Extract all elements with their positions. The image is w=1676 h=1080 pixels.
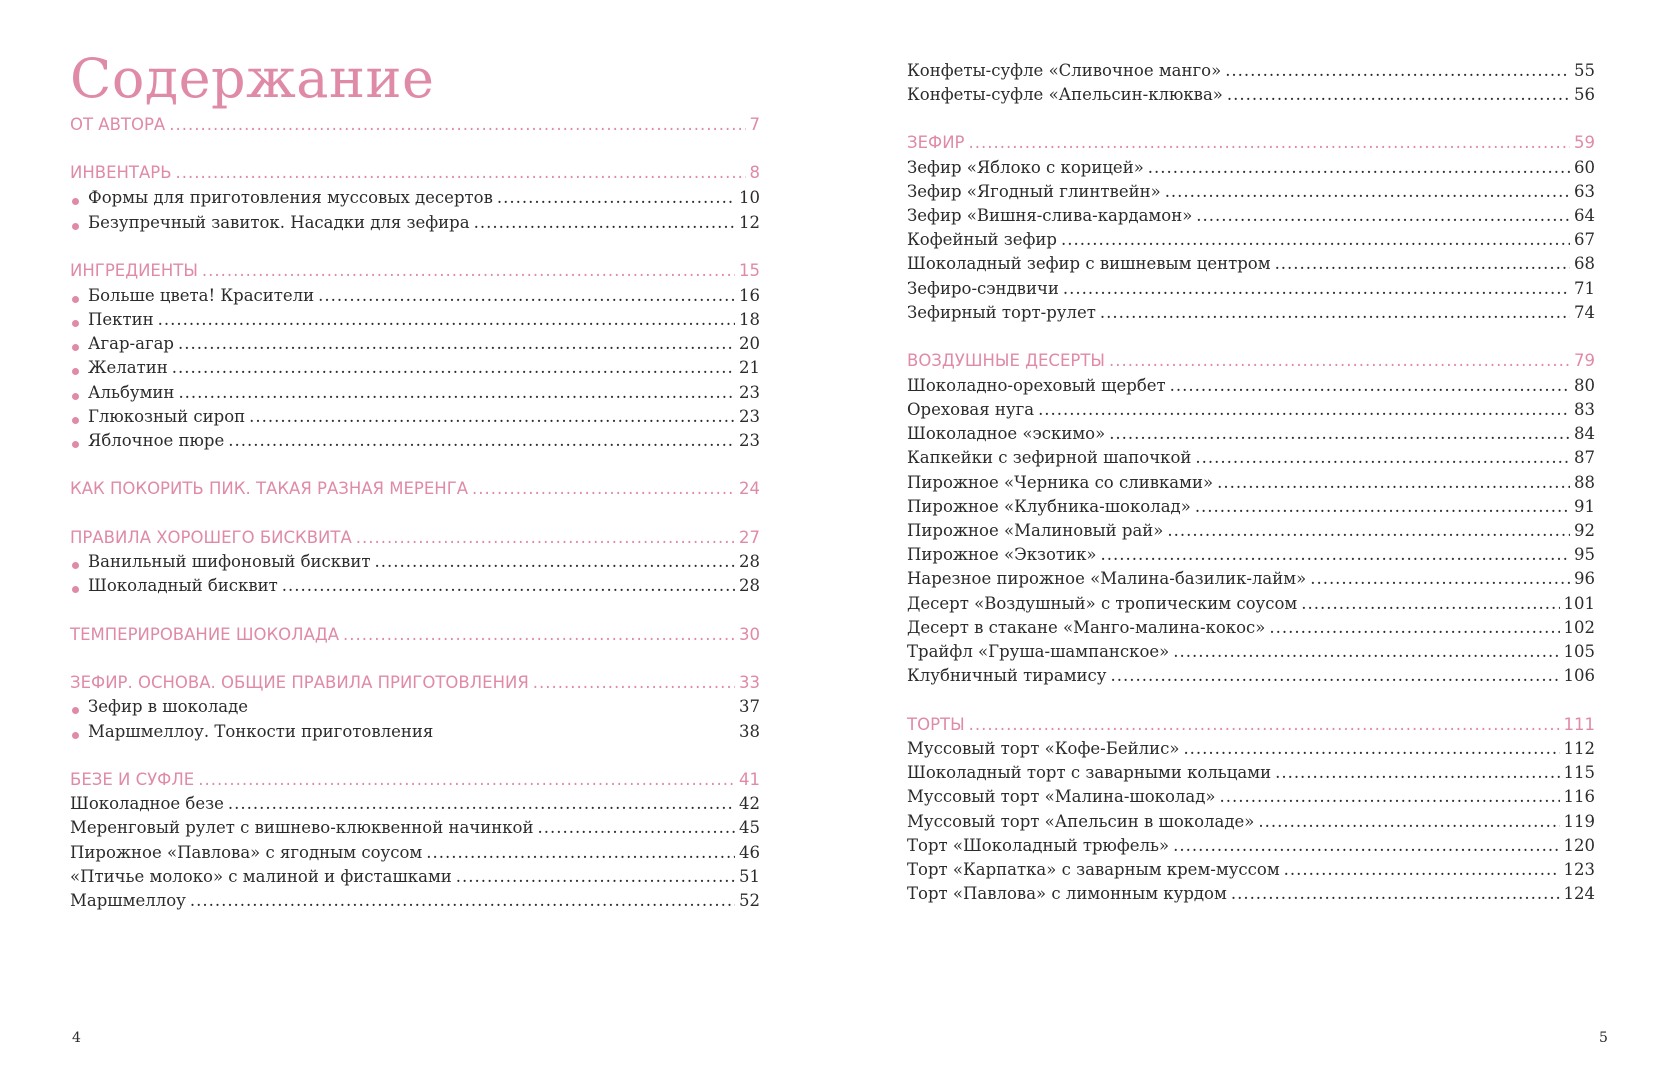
toc-entry-page-number: 102 (1563, 618, 1595, 637)
toc-entry-page-number: 28 (739, 576, 760, 595)
toc-entry-label: Десерт в стакане «Манго-малина-кокос» (907, 618, 1266, 637)
left-page (70, 0, 760, 1080)
toc-entry-page-number: 84 (1574, 424, 1595, 443)
dot-leader (1217, 473, 1570, 492)
toc-entry[interactable] (70, 891, 760, 917)
toc-entry[interactable] (70, 188, 760, 214)
dot-leader (1183, 739, 1559, 758)
toc-entry[interactable] (907, 739, 1595, 765)
toc-entry-page-number: 24 (739, 479, 760, 498)
toc-entry-page-number: 20 (739, 334, 760, 353)
toc-entry-page-number: 119 (1563, 812, 1595, 831)
toc-entry[interactable] (907, 860, 1595, 886)
dot-leader (190, 891, 735, 910)
toc-entry-label: ЗЕФИР. ОСНОВА. ОБЩИЕ ПРАВИЛА ПРИГОТОВЛЕНИЯ (70, 673, 529, 692)
toc-entry-label: ПРАВИЛА ХОРОШЕГО БИСКВИТА (70, 528, 352, 547)
toc-entry-label: Муссовый торт «Кофе-Бейлис» (907, 739, 1180, 758)
toc-entry-label: Конфеты-суфле «Апельсин-клюква» (907, 85, 1223, 104)
dot-leader (533, 673, 735, 692)
toc-entry[interactable] (907, 812, 1595, 838)
toc-entry-label: Трайфл «Груша-шампанское» (907, 642, 1170, 661)
toc-entry[interactable] (907, 642, 1595, 668)
dot-leader (1269, 618, 1559, 637)
toc-entry-page-number: 112 (1563, 739, 1595, 758)
toc-entry-label: Зефиро-сэндвичи (907, 279, 1059, 298)
dot-leader (1231, 884, 1560, 903)
toc-entry-page-number: 27 (739, 528, 760, 547)
dot-leader (426, 843, 735, 862)
toc-entry-page-number: 116 (1563, 787, 1595, 806)
dot-leader (1275, 254, 1570, 273)
toc-entry-label: Зефир в шоколаде (88, 697, 249, 716)
toc-entry-label: Яблочное пюре (88, 431, 225, 450)
toc-entry-page-number: 7 (749, 115, 760, 134)
dot-leader (1284, 860, 1560, 879)
toc-section-heading[interactable] (70, 163, 760, 189)
toc-entry-label: ЗЕФИР (907, 133, 965, 152)
toc-entry[interactable] (907, 424, 1595, 450)
dot-leader (1275, 763, 1559, 782)
toc-entry-page-number: 80 (1574, 376, 1595, 395)
toc-entry[interactable] (907, 763, 1595, 789)
toc-entry-label: Пирожное «Клубника-шоколад» (907, 497, 1191, 516)
toc-entry[interactable] (70, 334, 760, 360)
toc-entry-label: Торт «Павлова» с лимонным курдом (907, 884, 1227, 903)
toc-entry-page-number: 71 (1574, 279, 1595, 298)
toc-entry-label: ТОРТЫ (907, 715, 965, 734)
toc-entry-label: Ванильный шифоновый бисквит (88, 552, 371, 571)
dot-leader (1063, 279, 1570, 298)
dot-leader (1109, 351, 1570, 370)
toc-entry-page-number: 105 (1563, 642, 1595, 661)
dot-leader (1101, 545, 1570, 564)
toc-entry[interactable] (907, 85, 1595, 111)
toc-entry-page-number: 51 (739, 867, 760, 886)
toc-entry-page-number: 88 (1574, 473, 1595, 492)
toc-entry[interactable] (907, 569, 1595, 595)
toc-entry-label: Пирожное «Павлова» с ягодным соусом (70, 843, 423, 862)
toc-entry[interactable] (907, 206, 1595, 232)
toc-entry-label: Формы для приготовления муссовых десертов (88, 188, 493, 207)
toc-entry-label: Пирожное «Малиновый рай» (907, 521, 1164, 540)
toc-entry[interactable] (907, 182, 1595, 208)
dot-leader (1170, 376, 1570, 395)
toc-entry-label: Пирожное «Черника со сливками» (907, 473, 1214, 492)
toc-section-heading[interactable] (70, 528, 760, 554)
toc-entry-page-number: 23 (739, 431, 760, 450)
toc-entry-label: Маршмеллоу. Тонкости приготовления (88, 722, 434, 741)
toc-entry-label: ИНВЕНТАРЬ (70, 163, 172, 182)
toc-entry-page-number: 96 (1574, 569, 1595, 588)
toc-entry[interactable] (907, 884, 1595, 910)
page-title: Содержание (70, 47, 435, 110)
dot-leader (356, 528, 735, 547)
toc-entry-page-number: 74 (1574, 303, 1595, 322)
dot-leader (497, 188, 735, 207)
toc-entry-page-number: 12 (739, 213, 760, 232)
toc-entry-label: Пектин (88, 310, 154, 329)
toc-entry-page-number: 33 (739, 673, 760, 692)
toc-entry-page-number: 42 (739, 794, 760, 813)
dot-leader (374, 552, 735, 571)
toc-entry-page-number: 101 (1563, 594, 1595, 613)
dot-leader (198, 770, 735, 789)
toc-entry-page-number: 68 (1574, 254, 1595, 273)
page-number-left: 4 (72, 1030, 81, 1046)
toc-entry[interactable] (907, 594, 1595, 620)
toc-entry-label: Десерт «Воздушный» с тропическим соусом (907, 594, 1298, 613)
dot-leader (228, 794, 735, 813)
toc-entry[interactable] (907, 545, 1595, 571)
dot-leader (969, 133, 1570, 152)
toc-entry-page-number: 92 (1574, 521, 1595, 540)
toc-entry-label: Глюкозный сироп (88, 407, 246, 426)
toc-entry[interactable] (70, 286, 760, 312)
toc-entry-label: Зефирный торт-рулет (907, 303, 1096, 322)
toc-entry-page-number: 115 (1563, 763, 1595, 782)
toc-entry[interactable] (907, 787, 1595, 813)
toc-section-heading[interactable] (907, 715, 1595, 741)
dot-leader (1038, 400, 1570, 419)
toc-entry-label: Агар-агар (88, 334, 174, 353)
toc-entry[interactable] (907, 254, 1595, 280)
toc-entry[interactable] (907, 497, 1595, 523)
toc-section-heading[interactable] (70, 261, 760, 287)
toc-entry[interactable] (70, 213, 760, 239)
toc-entry-page-number: 41 (739, 770, 760, 789)
toc-entry[interactable] (907, 376, 1595, 402)
toc-entry-label: Меренговый рулет с вишнево-клюквенной начинкой (70, 818, 534, 837)
toc-entry-label: Шоколадно-ореховый щербет (907, 376, 1166, 395)
toc-entry-page-number: 18 (739, 310, 760, 329)
toc-entry-page-number: 38 (739, 722, 760, 741)
dot-leader (1167, 521, 1570, 540)
toc-entry-page-number: 83 (1574, 400, 1595, 419)
toc-entry-label: Желатин (88, 358, 168, 377)
toc-entry-page-number: 10 (739, 188, 760, 207)
toc-entry-label: Шоколадный торт с заварными кольцами (907, 763, 1272, 782)
right-page (907, 0, 1595, 1080)
dot-leader (202, 261, 735, 280)
toc-entry[interactable] (907, 836, 1595, 862)
toc-entry-page-number: 28 (739, 552, 760, 571)
toc-entry-label: Маршмеллоу (70, 891, 186, 910)
dot-leader (1100, 303, 1570, 322)
toc-entry[interactable] (907, 61, 1595, 87)
toc-section-heading[interactable] (907, 351, 1595, 377)
toc-entry-label: Зефир «Вишня-слива-кардамон» (907, 206, 1193, 225)
toc-entry[interactable] (70, 794, 760, 820)
dot-leader (1173, 642, 1559, 661)
toc-entry[interactable] (70, 431, 760, 457)
toc-entry-label: ТЕМПЕРИРОВАНИЕ ШОКОЛАДА (70, 625, 340, 644)
toc-entry[interactable] (907, 158, 1595, 184)
toc-entry-label: Шоколадное безе (70, 794, 224, 813)
toc-entry-label: Кофейный зефир (907, 230, 1057, 249)
toc-entry-page-number: 21 (739, 358, 760, 377)
toc-entry-label: Муссовый торт «Малина-шоколад» (907, 787, 1216, 806)
toc-entry[interactable] (907, 521, 1595, 547)
toc-entry-label: Ореховая нуга (907, 400, 1035, 419)
toc-entry-label: БЕЗЕ И СУФЛЕ (70, 770, 195, 789)
toc-entry[interactable] (907, 303, 1595, 329)
toc-entry-page-number: 67 (1574, 230, 1595, 249)
dot-leader (318, 286, 735, 305)
toc-entry[interactable] (70, 722, 760, 748)
toc-entry-label: «Птичье молоко» с малиной и фисташками (70, 867, 452, 886)
toc-entry-page-number: 37 (739, 697, 760, 716)
toc-entry-label: Зефир «Яблоко с корицей» (907, 158, 1144, 177)
toc-entry-label: Шоколадный зефир с вишневым центром (907, 254, 1271, 273)
toc-entry-page-number: 59 (1574, 133, 1595, 152)
toc-entry-page-number: 30 (739, 625, 760, 644)
toc-entry[interactable] (70, 358, 760, 384)
toc-entry-label: Шоколадное «эскимо» (907, 424, 1106, 443)
toc-entry[interactable] (70, 867, 760, 893)
toc-entry-label: Пирожное «Экзотик» (907, 545, 1097, 564)
toc-entry[interactable] (907, 618, 1595, 644)
toc-entry-page-number: 124 (1563, 884, 1595, 903)
dot-leader (1148, 158, 1570, 177)
toc-entry-label: Конфеты-суфле «Сливочное манго» (907, 61, 1222, 80)
toc-entry-page-number: 87 (1574, 448, 1595, 467)
toc-entry-page-number: 64 (1574, 206, 1595, 225)
toc-entry-label: ИНГРЕДИЕНТЫ (70, 261, 198, 280)
toc-entry-page-number: 123 (1563, 860, 1595, 879)
dot-leader (969, 715, 1560, 734)
toc-entry-page-number: 46 (739, 843, 760, 862)
dot-leader (1227, 85, 1570, 104)
dot-leader (456, 867, 735, 886)
toc-entry-page-number: 91 (1574, 497, 1595, 516)
toc-entry-page-number: 120 (1563, 836, 1595, 855)
toc-entry-page-number: 23 (739, 383, 760, 402)
dot-leader (1165, 182, 1570, 201)
toc-entry[interactable] (70, 697, 760, 723)
toc-entry[interactable] (907, 666, 1595, 692)
toc-entry[interactable] (907, 473, 1595, 499)
toc-entry[interactable] (70, 552, 760, 578)
toc-section-heading[interactable] (70, 625, 760, 651)
toc-entry-label: Капкейки с зефирной шапочкой (907, 448, 1192, 467)
toc-entry-page-number: 106 (1563, 666, 1595, 685)
dot-leader (178, 334, 735, 353)
dot-leader (1196, 206, 1570, 225)
toc-entry-label: Клубничный тирамису (907, 666, 1107, 685)
dot-leader (172, 358, 735, 377)
toc-entry[interactable] (70, 383, 760, 409)
toc-entry-page-number: 95 (1574, 545, 1595, 564)
toc-entry-page-number: 55 (1574, 61, 1595, 80)
dot-leader (472, 479, 735, 498)
dot-leader (537, 818, 735, 837)
dot-leader (343, 625, 735, 644)
toc-entry-label: ОТ АВТОРА (70, 115, 166, 134)
toc-entry[interactable] (907, 230, 1595, 256)
dot-leader (282, 576, 735, 595)
toc-entry-page-number: 8 (749, 163, 760, 182)
dot-leader (1109, 424, 1570, 443)
dot-leader (1225, 61, 1570, 80)
toc-entry-label: Зефир «Ягодный глинтвейн» (907, 182, 1161, 201)
toc-entry-page-number: 111 (1563, 715, 1595, 734)
dot-leader (176, 163, 746, 182)
toc-entry-label: Шоколадный бисквит (88, 576, 278, 595)
toc-entry-page-number: 52 (739, 891, 760, 910)
dot-leader (1173, 836, 1559, 855)
dot-leader (1195, 497, 1570, 516)
dot-leader (1258, 812, 1559, 831)
toc-entry[interactable] (70, 843, 760, 869)
dot-leader (158, 310, 735, 329)
dot-leader (1061, 230, 1570, 249)
toc-entry-page-number: 79 (1574, 351, 1595, 370)
toc-entry-label: Больше цвета! Красители (88, 286, 315, 305)
toc-entry-label: Торт «Карпатка» с заварным крем-муссом (907, 860, 1280, 879)
toc-entry-label: Безупречный завиток. Насадки для зефира (88, 213, 470, 232)
toc-section-heading[interactable] (70, 115, 760, 141)
toc-entry-label: Муссовый торт «Апельсин в шоколаде» (907, 812, 1255, 831)
toc-entry-label: КАК ПОКОРИТЬ ПИК. ТАКАЯ РАЗНАЯ МЕРЕНГА (70, 479, 469, 498)
toc-entry-page-number: 45 (739, 818, 760, 837)
toc-entry-label: Торт «Шоколадный трюфель» (907, 836, 1170, 855)
dot-leader (474, 213, 735, 232)
toc-entry-label: ВОЗДУШНЫЕ ДЕСЕРТЫ (907, 351, 1105, 370)
toc-entry[interactable] (907, 400, 1595, 426)
dot-leader (169, 115, 745, 134)
toc-entry[interactable] (70, 576, 760, 602)
dot-leader (228, 431, 735, 450)
toc-entry[interactable] (70, 818, 760, 844)
toc-entry-page-number: 16 (739, 286, 760, 305)
page-number-right: 5 (1599, 1030, 1608, 1046)
toc-entry-page-number: 56 (1574, 85, 1595, 104)
dot-leader (1301, 594, 1559, 613)
toc-entry-page-number: 63 (1574, 182, 1595, 201)
dot-leader (1220, 787, 1560, 806)
dot-leader (1110, 666, 1559, 685)
toc-entry[interactable] (70, 310, 760, 336)
toc-entry-label: Нарезное пирожное «Малина-базилик-лайм» (907, 569, 1307, 588)
toc-section-heading[interactable] (70, 479, 760, 505)
toc-entry[interactable] (907, 279, 1595, 305)
dot-leader (178, 383, 735, 402)
dot-leader (1195, 448, 1570, 467)
toc-entry[interactable] (907, 448, 1595, 474)
toc-entry-label: Альбумин (88, 383, 175, 402)
toc-entry-page-number: 23 (739, 407, 760, 426)
toc-entry-page-number: 60 (1574, 158, 1595, 177)
dot-leader (249, 407, 735, 426)
toc-section-heading[interactable] (70, 673, 760, 699)
dot-leader (1310, 569, 1570, 588)
toc-section-heading[interactable] (70, 770, 760, 796)
toc-section-heading[interactable] (907, 133, 1595, 159)
toc-entry-page-number: 15 (739, 261, 760, 280)
toc-entry[interactable] (70, 407, 760, 433)
